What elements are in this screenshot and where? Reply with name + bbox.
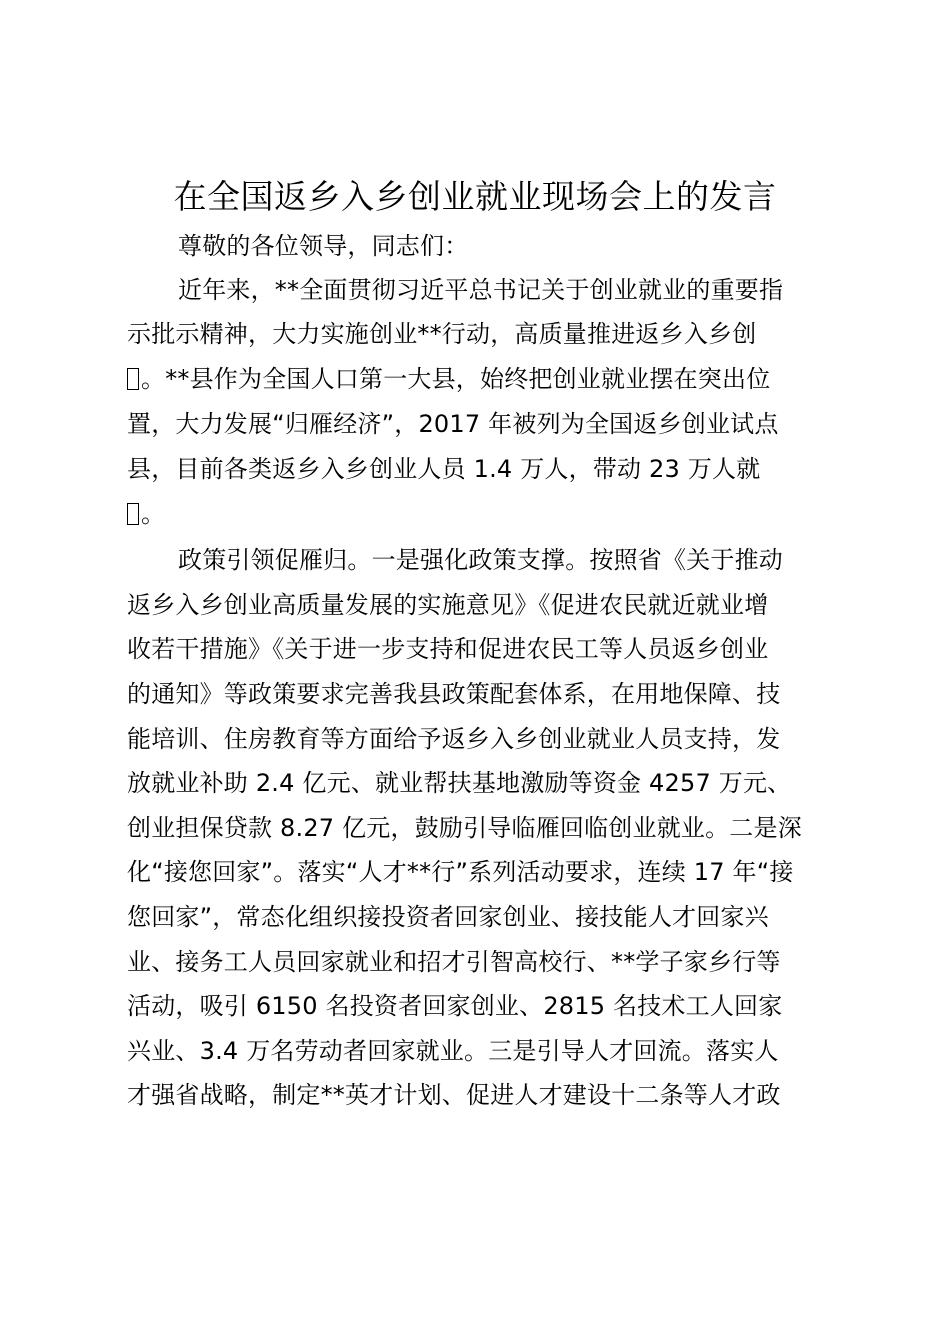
missing-glyph-box — [127, 503, 139, 525]
paragraph-line: 您回家”，常态化组织接投资者回家创业、接技能人才回家兴 — [127, 903, 769, 931]
paragraph-line: 兴业、3.4 万名劳动者回家就业。三是引导人才回流。落实人 — [127, 1037, 779, 1065]
document-title: 在全国返乡入乡创业就业现场会上的发言 — [173, 177, 777, 216]
paragraph-line: 收若干措施》《关于进一步支持和促进农民工等人员返乡创业 — [127, 635, 769, 663]
paragraph-line: 近年来，**全面贯彻习近平总书记关于创业就业的重要指 — [178, 276, 784, 304]
paragraph-line: 能培训、住房教育等方面给予返乡入乡创业就业人员支持，发 — [127, 725, 781, 753]
paragraph-line: 业、接务工人员回家就业和招才引智高校行、**学子家乡行等 — [127, 948, 781, 976]
paragraph-line: 县，目前各类返乡入乡创业人员 1.4 万人，带动 23 万人就 — [127, 455, 761, 483]
salutation: 尊敬的各位领导，同志们： — [178, 232, 469, 260]
paragraph-line: 返乡入乡创业高质量发展的实施意见》《促进农民就近就业增 — [127, 591, 769, 619]
paragraph-line — [127, 362, 770, 396]
paragraph-line: 放就业补助 2.4 亿元、就业帮扶基地激励等资金 4257 万元、 — [127, 769, 792, 797]
paragraph-line: 示批示精神，大力实施创业**行动，高质量推进返乡入乡创 — [127, 320, 757, 348]
paragraph-line: 的通知》等政策要求完善我县政策配套体系，在用地保障、技 — [127, 680, 781, 708]
paragraph-line-text: 。 — [141, 500, 166, 528]
paragraph-line — [127, 497, 165, 531]
paragraph-line-text: 。**县作为全国人口第一大县，始终把创业就业摆在突出位 — [141, 365, 771, 393]
paragraph-line: 才强省战略，制定**英才计划、促进人才建设十二条等人才政 — [127, 1081, 781, 1109]
paragraph-line: 政策引领促雁归。一是强化政策支撑。按照省《关于推动 — [178, 546, 783, 574]
paragraph-line: 创业担保贷款 8.27 亿元，鼓励引导临雁回临创业就业。二是深 — [127, 814, 802, 842]
paragraph-line: 活动，吸引 6150 名投资者回家创业、2815 名技术工人回家 — [127, 992, 783, 1020]
missing-glyph-box — [127, 368, 139, 390]
paragraph-line: 置，大力发展“归雁经济”，2017 年被列为全国返乡创业试点 — [127, 410, 779, 438]
paragraph-line: 化“接您回家”。落实“人才**行”系列活动要求，连续 17 年“接 — [127, 858, 794, 886]
